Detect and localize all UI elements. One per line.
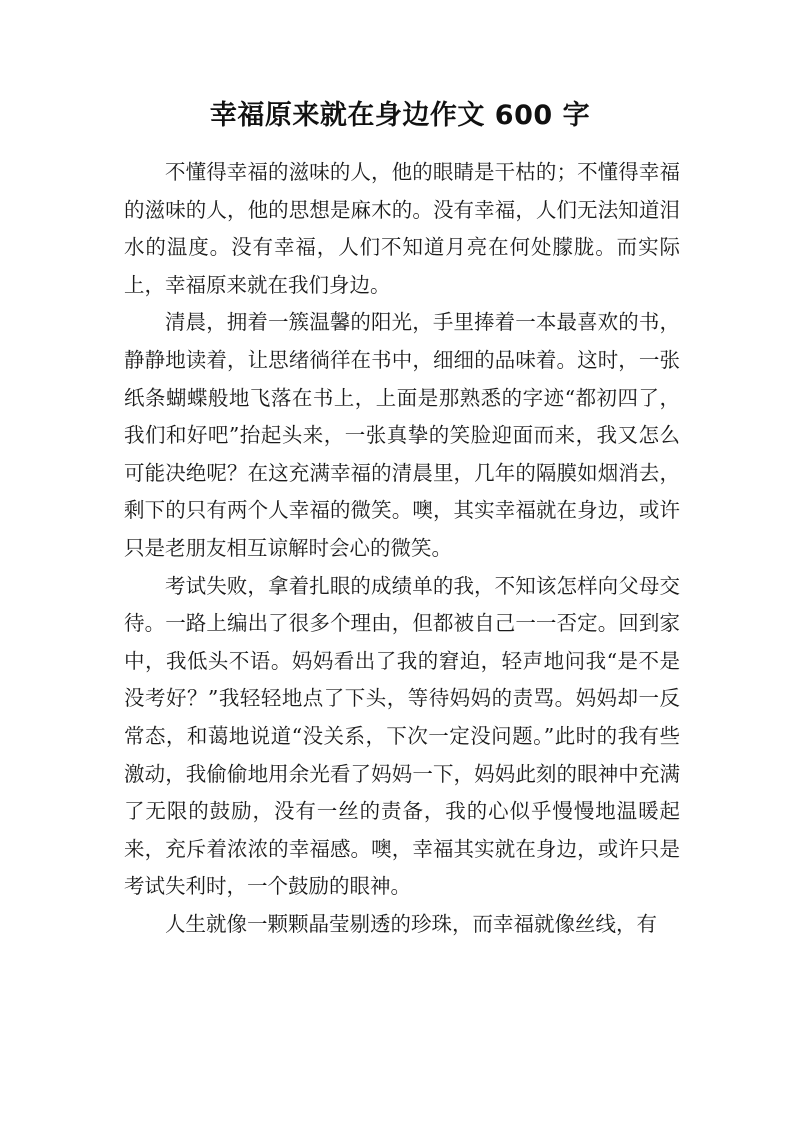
paragraph-3: 考试失败，拿着扎眼的成绩单的我，不知该怎样向父母交待。一路上编出了很多个理由，但都被自己一一否定。回到家中，我低头不语。妈妈看出了我的窘迫，轻声地问我“是不是没考好？”我轻轻地点了下头，等待妈妈的责骂。妈妈却一反常态，和蔼地说道“没关系，下次一定没问题。”此时的我有些激动，我偷偷地用余光看了妈妈一下，妈妈此刻的眼神中充满了无限的鼓励，没有一丝的责备，我的心似乎慢慢地温暖起来，充斥着浓浓的幸福感。噢，幸福其实就在身边，或许只是考试失利时，一个鼓励的眼神。 (124, 573, 680, 899)
paragraph-1: 不懂得幸福的滋味的人，他的眼睛是干枯的；不懂得幸福的滋味的人，他的思想是麻木的。没有幸福，人们无法知道泪水的温度。没有幸福，人们不知道月亮在何处朦胧。而实际上，幸福原来就在我们身边。 (124, 160, 680, 297)
paragraph-2: 清晨，拥着一簇温馨的阳光，手里捧着一本最喜欢的书，静静地读着，让思绪徜徉在书中，细细的品味着。这时，一张纸条蝴蝶般地飞落在书上，上面是那熟悉的字迹“都初四了，我们和好吧”抬起头来，一张真挚的笑脸迎面而来，我又怎么可能决绝呢？在这充满幸福的清晨里，几年的隔膜如烟消去，剩下的只有两个人幸福的微笑。噢，其实幸福就在身边，或许只是老朋友相互谅解时会心的微笑。 (124, 310, 680, 560)
paragraph-4: 人生就像一颗颗晶莹剔透的珍珠，而幸福就像丝线，有 (165, 911, 657, 936)
page-title: 幸福原来就在身边作文 600 字 (209, 100, 591, 131)
article-body (124, 154, 680, 943)
